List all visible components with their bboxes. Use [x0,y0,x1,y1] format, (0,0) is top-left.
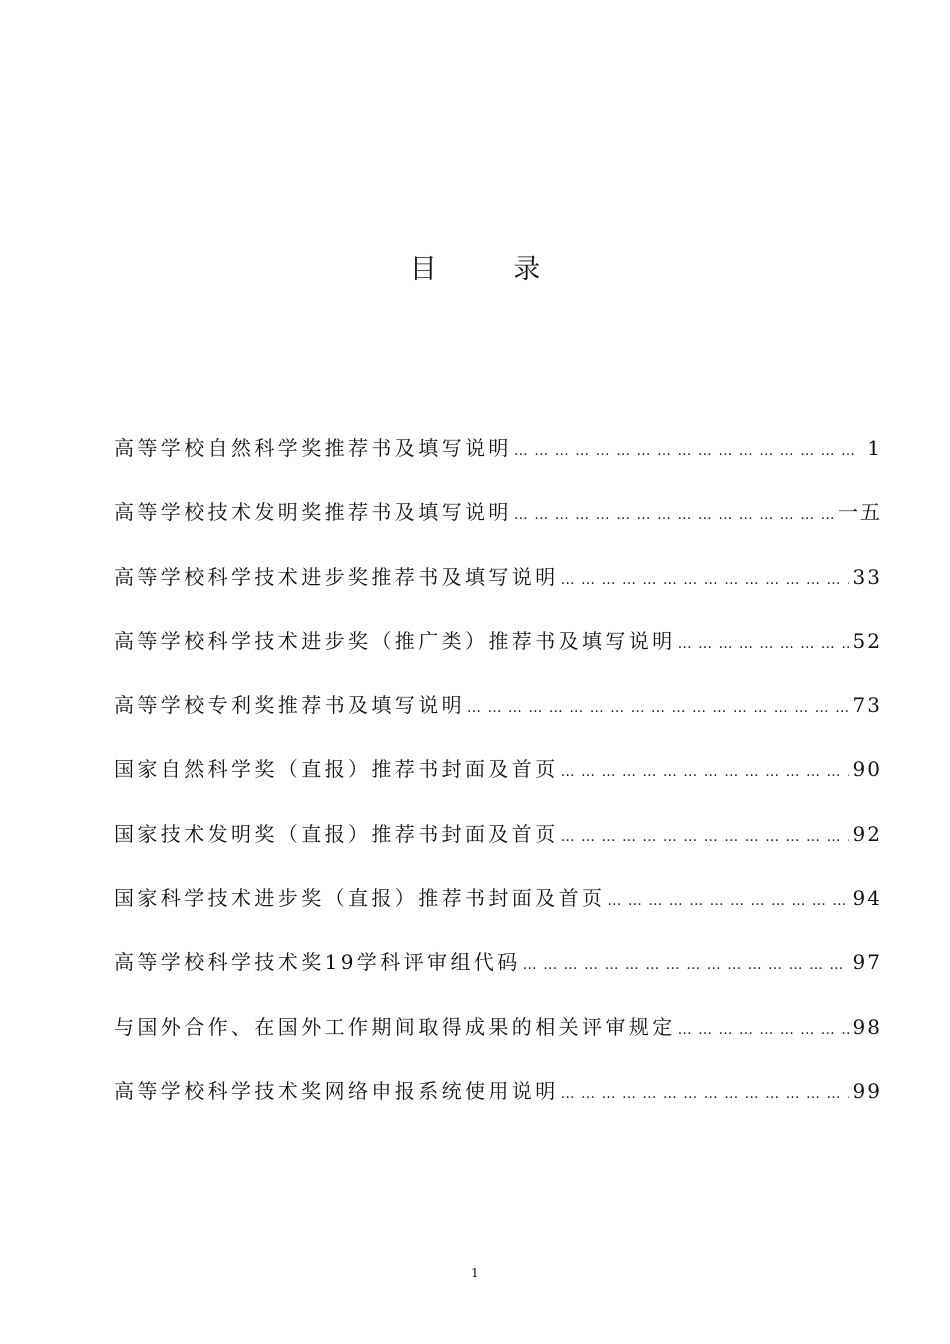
table-of-contents [114,428,882,1135]
toc-entry-title: 高等学校科学技术奖网络申报系统使用说明 [114,1078,559,1103]
toc-entry-page: 90 [852,757,882,782]
toc-entry[interactable] [114,621,882,685]
toc-entry-page: 33 [852,564,882,589]
toc-entry[interactable] [114,942,882,1006]
toc-entry-title: 国家技术发明奖（直报）推荐书封面及首页 [114,821,559,846]
toc-leader-dots [467,688,849,728]
toc-entry[interactable] [114,557,882,621]
toc-leader-dots [523,945,849,985]
toc-entry-page: 97 [852,950,882,975]
toc-entry-title: 高等学校技术发明奖推荐书及填写说明 [114,500,512,525]
toc-entry-page: 1 [867,436,882,460]
toc-leader-dots [514,431,863,471]
toc-entry-title: 高等学校自然科学奖推荐书及填写说明 [114,436,512,460]
toc-entry-title: 高等学校专利奖推荐书及填写说明 [114,693,465,718]
toc-entry[interactable] [114,814,882,878]
toc-entry-page: 92 [852,821,882,846]
toc-entry-page: 98 [852,1014,882,1039]
toc-entry-page: 一五 [838,500,882,525]
toc-entry-page: 73 [852,693,882,718]
toc-entry-page: 99 [852,1078,882,1103]
toc-entry[interactable] [114,878,882,942]
toc-entry[interactable] [114,685,882,749]
toc-entry-title: 与国外合作、在国外工作期间取得成果的相关评审规定 [114,1014,676,1039]
page-title: 目 录 [409,254,575,285]
toc-leader-dots [678,1010,849,1050]
toc-leader-dots [561,752,849,792]
toc-entry-page: 94 [852,886,882,911]
toc-entry[interactable] [114,749,882,813]
toc-entry-page: 52 [852,628,882,653]
toc-entry[interactable] [114,428,882,492]
toc-leader-dots [561,1074,849,1114]
toc-entry-title: 高等学校科学技术进步奖推荐书及填写说明 [114,564,559,589]
toc-entry[interactable] [114,1007,882,1071]
toc-leader-dots [561,560,849,600]
toc-entry[interactable] [114,492,882,556]
toc-leader-dots [561,817,849,857]
page-number: 1 [471,1266,479,1280]
toc-entry-title: 国家自然科学奖（直报）推荐书封面及首页 [114,757,559,782]
toc-entry-title: 高等学校科学技术进步奖（推广类）推荐书及填写说明 [114,628,676,653]
toc-leader-dots [607,881,848,921]
toc-leader-dots [678,624,849,664]
toc-leader-dots [514,495,834,535]
toc-entry-title: 高等学校科学技术奖19学科评审组代码 [114,950,521,975]
toc-entry[interactable] [114,1071,882,1135]
toc-entry-title: 国家科学技术进步奖（直报）推荐书封面及首页 [114,886,606,911]
